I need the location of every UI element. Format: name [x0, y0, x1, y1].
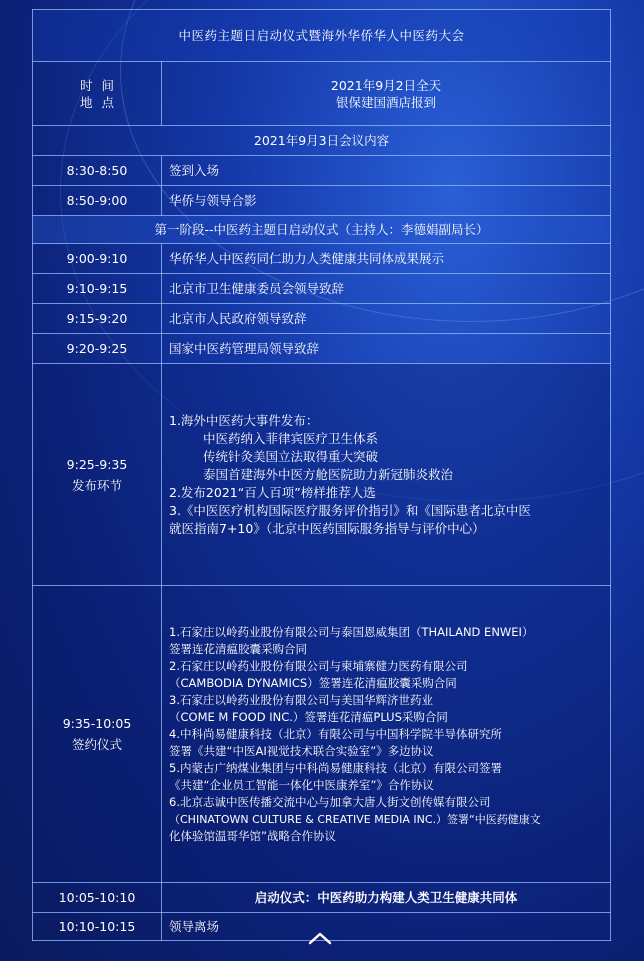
- row-desc: 北京市人民政府领导致辞: [162, 304, 611, 334]
- time-value: 2021年9月2日全天: [330, 77, 442, 93]
- signing-line: （CAMBODIA DYNAMICS）签署连花清瘟胶囊采购合同: [169, 675, 457, 690]
- row-time: 10:05-10:10: [33, 883, 162, 913]
- signing-content: [162, 586, 611, 883]
- signing-line: 2.石家庄以岭药业股份有限公司与柬埔寨健力医药有限公司: [169, 658, 468, 673]
- row-desc: 领导离场: [162, 913, 611, 941]
- signing-time: 9:35-10:05: [62, 716, 132, 731]
- table-row: [33, 304, 611, 334]
- release-time: 9:25-9:35: [66, 456, 128, 472]
- row-desc: 华侨与领导合影: [162, 186, 611, 216]
- launch-desc: 启动仪式：中医药助力构建人类卫生健康共同体: [162, 883, 611, 913]
- table-row: [33, 334, 611, 364]
- release-label: 发布环节: [71, 477, 122, 493]
- info-values: [162, 62, 611, 126]
- release-item: 3.《中医医疗机构国际医疗服务评价指引》和《国际患者北京中医: [169, 503, 531, 518]
- signing-line: 3.石家庄以岭药业股份有限公司与美国华辉济世药业: [169, 692, 433, 707]
- day-header: 2021年9月3日会议内容: [33, 126, 611, 156]
- table-row: [33, 244, 611, 274]
- signing-line: 化体验馆温哥华馆”战略合作协议: [169, 828, 336, 843]
- release-time-cell: [33, 364, 162, 586]
- signing-line: 6.北京志诚中医传播交流中心与加拿大唐人街文创传媒有限公司: [169, 794, 491, 809]
- place-label: 地点: [79, 94, 123, 110]
- row-time: 8:30-8:50: [33, 156, 162, 186]
- page-title: 中医药主题日启动仪式暨海外华侨华人中医药大会: [33, 10, 611, 62]
- release-subitem: 泰国首建海外中医方舱医院助力新冠肺炎救治: [203, 467, 454, 482]
- row-time: 10:10-10:15: [33, 913, 162, 941]
- row-time: 9:00-9:10: [33, 244, 162, 274]
- release-item: 就医指南7+10》（北京中医药国际服务指导与评价中心）: [169, 521, 485, 536]
- place-value: 银保建国酒店报到: [336, 94, 437, 110]
- row-desc: 华侨华人中医药同仁助力人类健康共同体成果展示: [162, 244, 611, 274]
- release-item: 1.海外中医药大事件发布：: [169, 413, 319, 428]
- signing-line: 签署连花清瘟胶囊采购合同: [169, 641, 307, 656]
- row-desc: 签到入场: [162, 156, 611, 186]
- row-time: 8:50-9:00: [33, 186, 162, 216]
- table-row: [33, 186, 611, 216]
- signing-time-cell: [33, 586, 162, 883]
- table-row: [33, 156, 611, 186]
- info-labels: [33, 62, 162, 126]
- time-label: 时间: [79, 77, 123, 93]
- signing-line: （CHINATOWN CULTURE & CREATIVE MEDIA INC.）签署“中医药健康文: [169, 812, 541, 826]
- row-time: 9:10-9:15: [33, 274, 162, 304]
- signing-line: 签署《共建“中医AI视觉技术联合实验室”》多边协议: [169, 743, 434, 758]
- release-row: [33, 364, 611, 586]
- signing-row: [33, 586, 611, 883]
- signing-line: 5.内蒙古广纳煤业集团与中科尚易健康科技（北京）有限公司签署: [169, 760, 502, 775]
- row-time: 9:15-9:20: [33, 304, 162, 334]
- agenda-table: [32, 9, 611, 941]
- chevron-up-icon[interactable]: [308, 929, 332, 947]
- release-subitem: 中医药纳入菲律宾医疗卫生体系: [203, 431, 379, 446]
- release-content: [162, 364, 611, 586]
- signing-line: 《共建“企业员工智能一体化中医康养室”》合作协议: [169, 777, 434, 792]
- signing-line: 1.石家庄以岭药业股份有限公司与泰国恩威集团（THAILAND ENWEI）: [169, 624, 534, 639]
- table-row: [33, 883, 611, 913]
- phase-header: 第一阶段--中医药主题日启动仪式（主持人：李德娟副局长）: [33, 216, 611, 244]
- row-desc: 国家中医药管理局领导致辞: [162, 334, 611, 364]
- signing-line: 4.中科尚易健康科技（北京）有限公司与中国科学院半导体研究所: [169, 726, 502, 741]
- row-desc: 北京市卫生健康委员会领导致辞: [162, 274, 611, 304]
- signing-label: 签约仪式: [71, 737, 122, 752]
- signing-line: （COME M FOOD INC.）签署连花清瘟PLUS采购合同: [169, 709, 448, 724]
- info-row: [33, 62, 611, 126]
- table-row: [33, 274, 611, 304]
- release-subitem: 传统针灸美国立法取得重大突破: [203, 449, 379, 464]
- release-item: 2.发布2021“百人百项”榜样推荐人选: [169, 485, 376, 500]
- row-time: 9:20-9:25: [33, 334, 162, 364]
